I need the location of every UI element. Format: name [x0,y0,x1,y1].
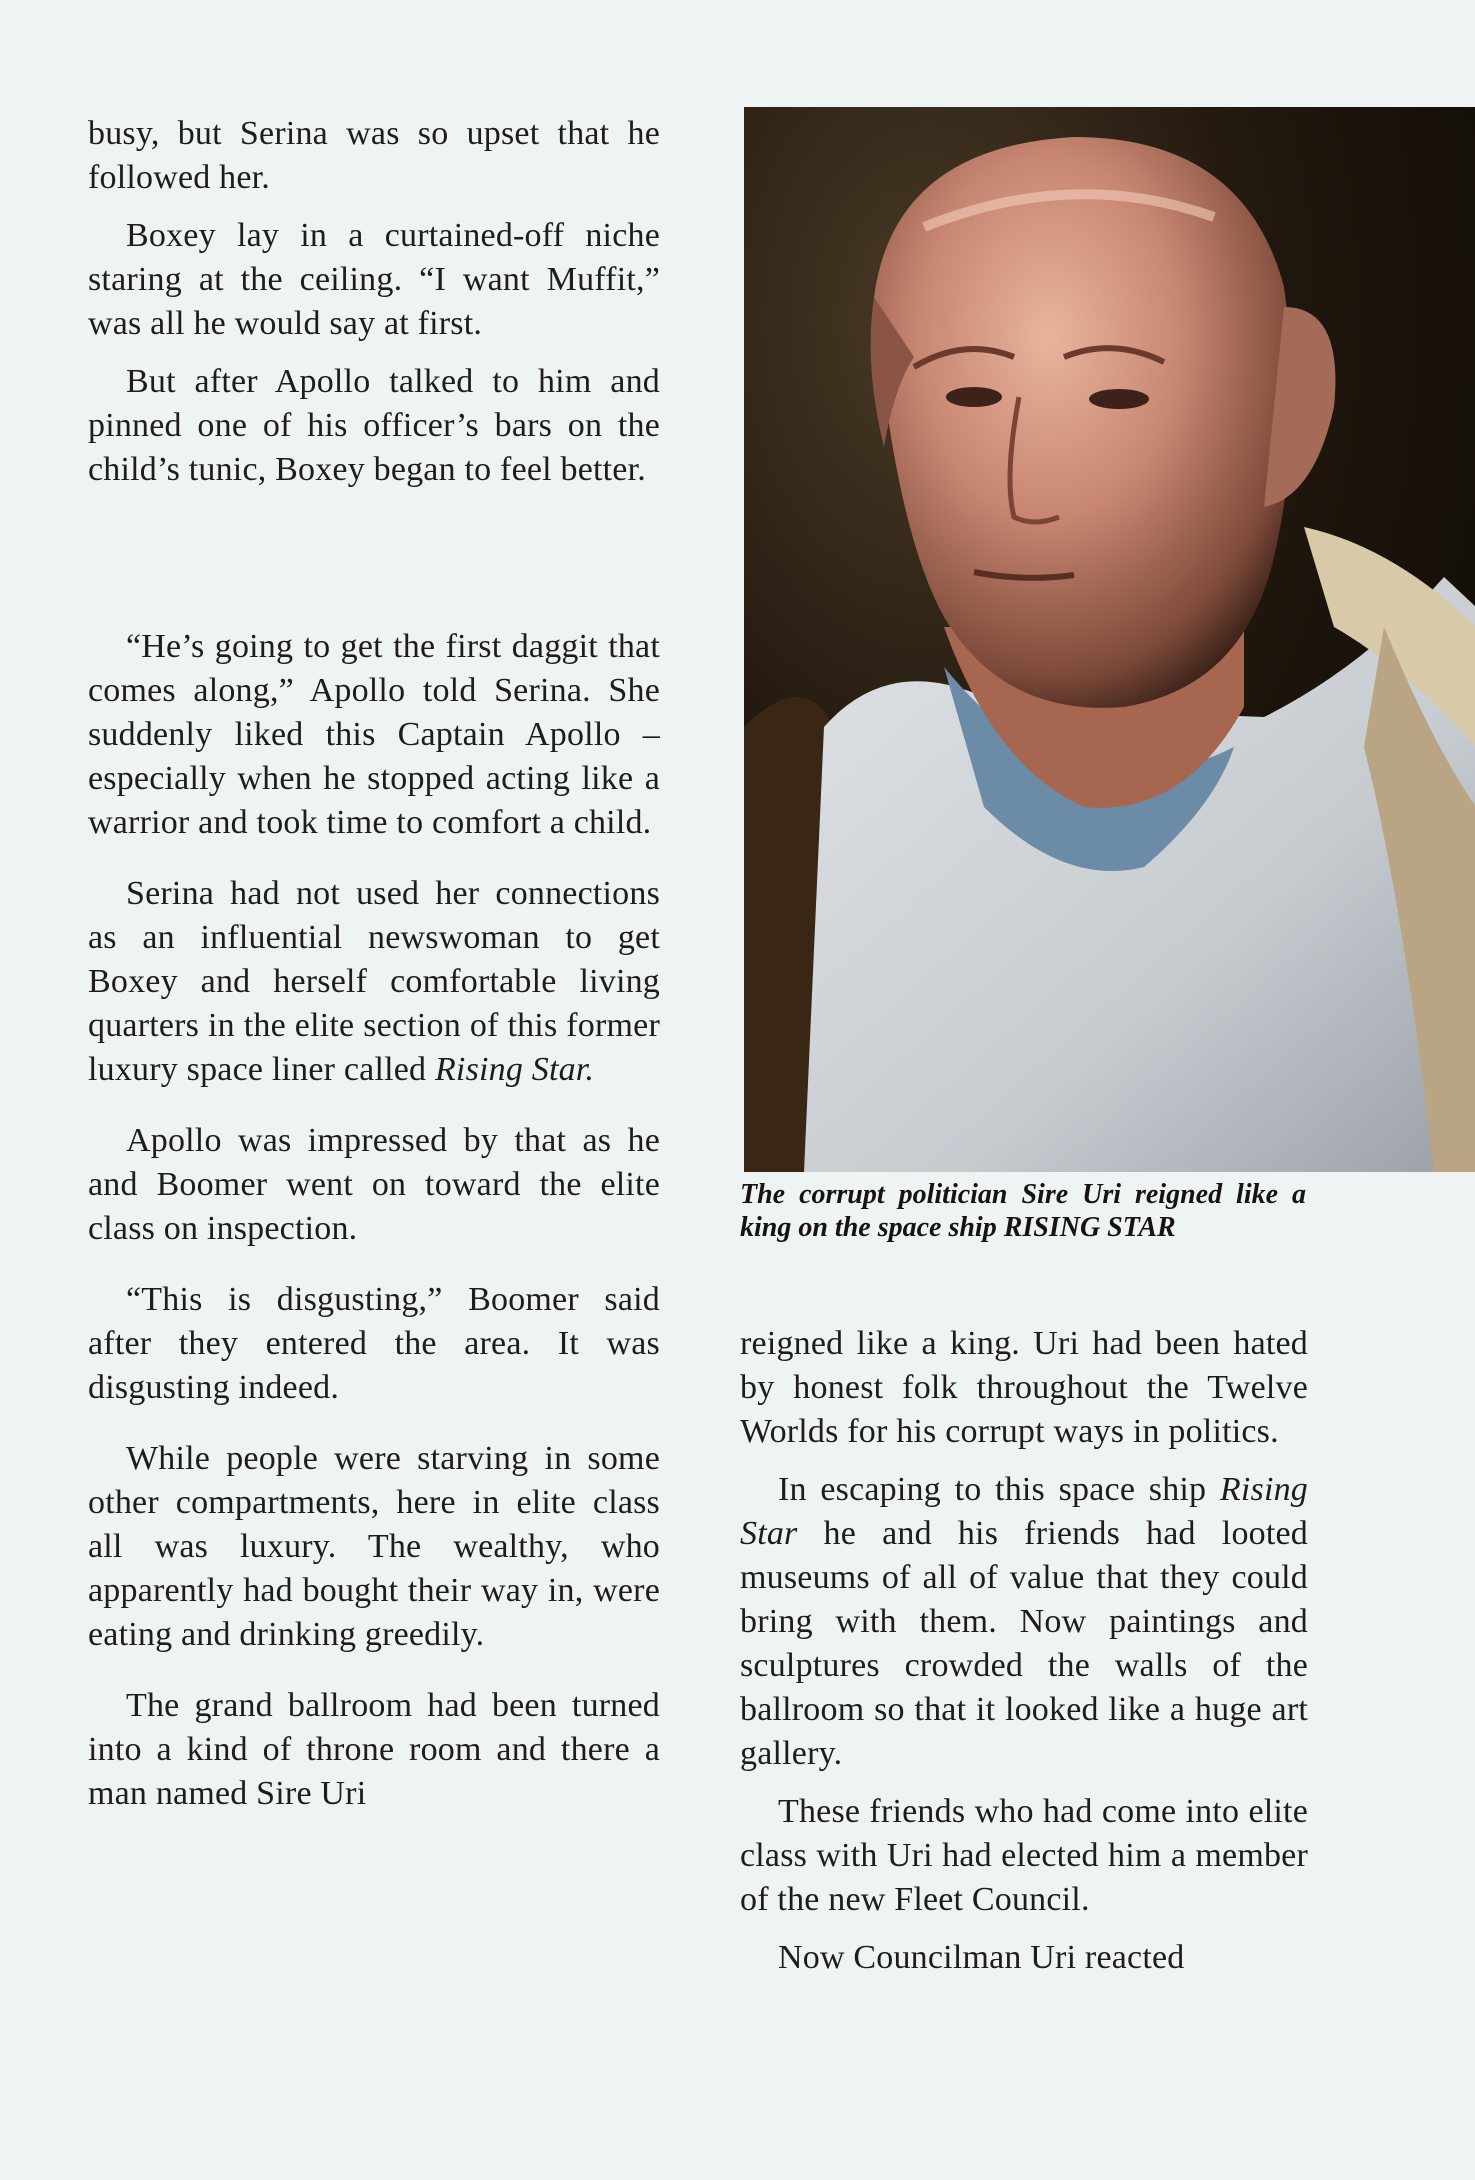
paragraph: “He’s going to get the first daggit that comes along,” Apollo told Serina. She suddenly liked this Captain Apollo – especially when he stopped acting like a warrior and took time to comfort a child. [88,628,660,841]
paragraph: Apollo was impressed by that as he and Boomer went on toward the elite class on inspection. [88,1122,660,1247]
paragraph-text: In escaping to this space ship [778,1471,1220,1508]
paragraph: “This is disgusting,” Boomer said after they entered the area. It was disgusting indeed. [88,1281,660,1406]
paragraph: But after Apollo talked to him and pinned one of his officer’s bars on the child’s tunic, Boxey began to feel better. [88,363,660,488]
photo-caption: The corrupt politician Sire Uri reigned like a king on the space ship RISING STAR [740,1179,1306,1243]
paragraph: Now Councilman Uri reacted [778,1939,1185,1976]
paragraph: These friends who had come into elite class with Uri had elected him a member of the new Fleet Council. [740,1793,1308,1918]
portrait-illustration [744,107,1475,1172]
paragraph: reigned like a king. Uri had been hated by honest folk throughout the Twelve Worlds for his corrupt ways in politics. [740,1325,1308,1450]
paragraph-text: he and his friends had looted museums of all of value that they could bring with them. Now paintings and sculptures crowded the walls of the ballroom so that it looked like a huge art gallery. [740,1515,1308,1772]
paragraph-text: Serina had not used her connections as an influential newswoman to get Boxey and herself comfortable living quarters in the elite section of this former luxury space liner called [88,875,660,1088]
left-column [88,112,660,1829]
ship-name: Rising Star. [434,1051,595,1088]
paragraph: The grand ballroom had been turned into a kind of throne room and there a man named Sire Uri [88,1687,660,1812]
paragraph: busy, but Serina was so upset that he followed her. [88,115,660,196]
portrait-photo [744,107,1475,1172]
paragraph [740,1468,1308,1776]
right-column [740,1322,1308,1980]
ship-name: Rising Star [740,1471,1308,1552]
paragraph [88,872,660,1092]
paragraph: While people were starving in some other compartments, here in elite class all was luxury. The wealthy, who apparently had bought their way in, were eating and drinking greedily. [88,1440,660,1653]
paragraph: Boxey lay in a curtained-off niche staring at the ceiling. “I want Muffit,” was all he would say at first. [88,217,660,342]
